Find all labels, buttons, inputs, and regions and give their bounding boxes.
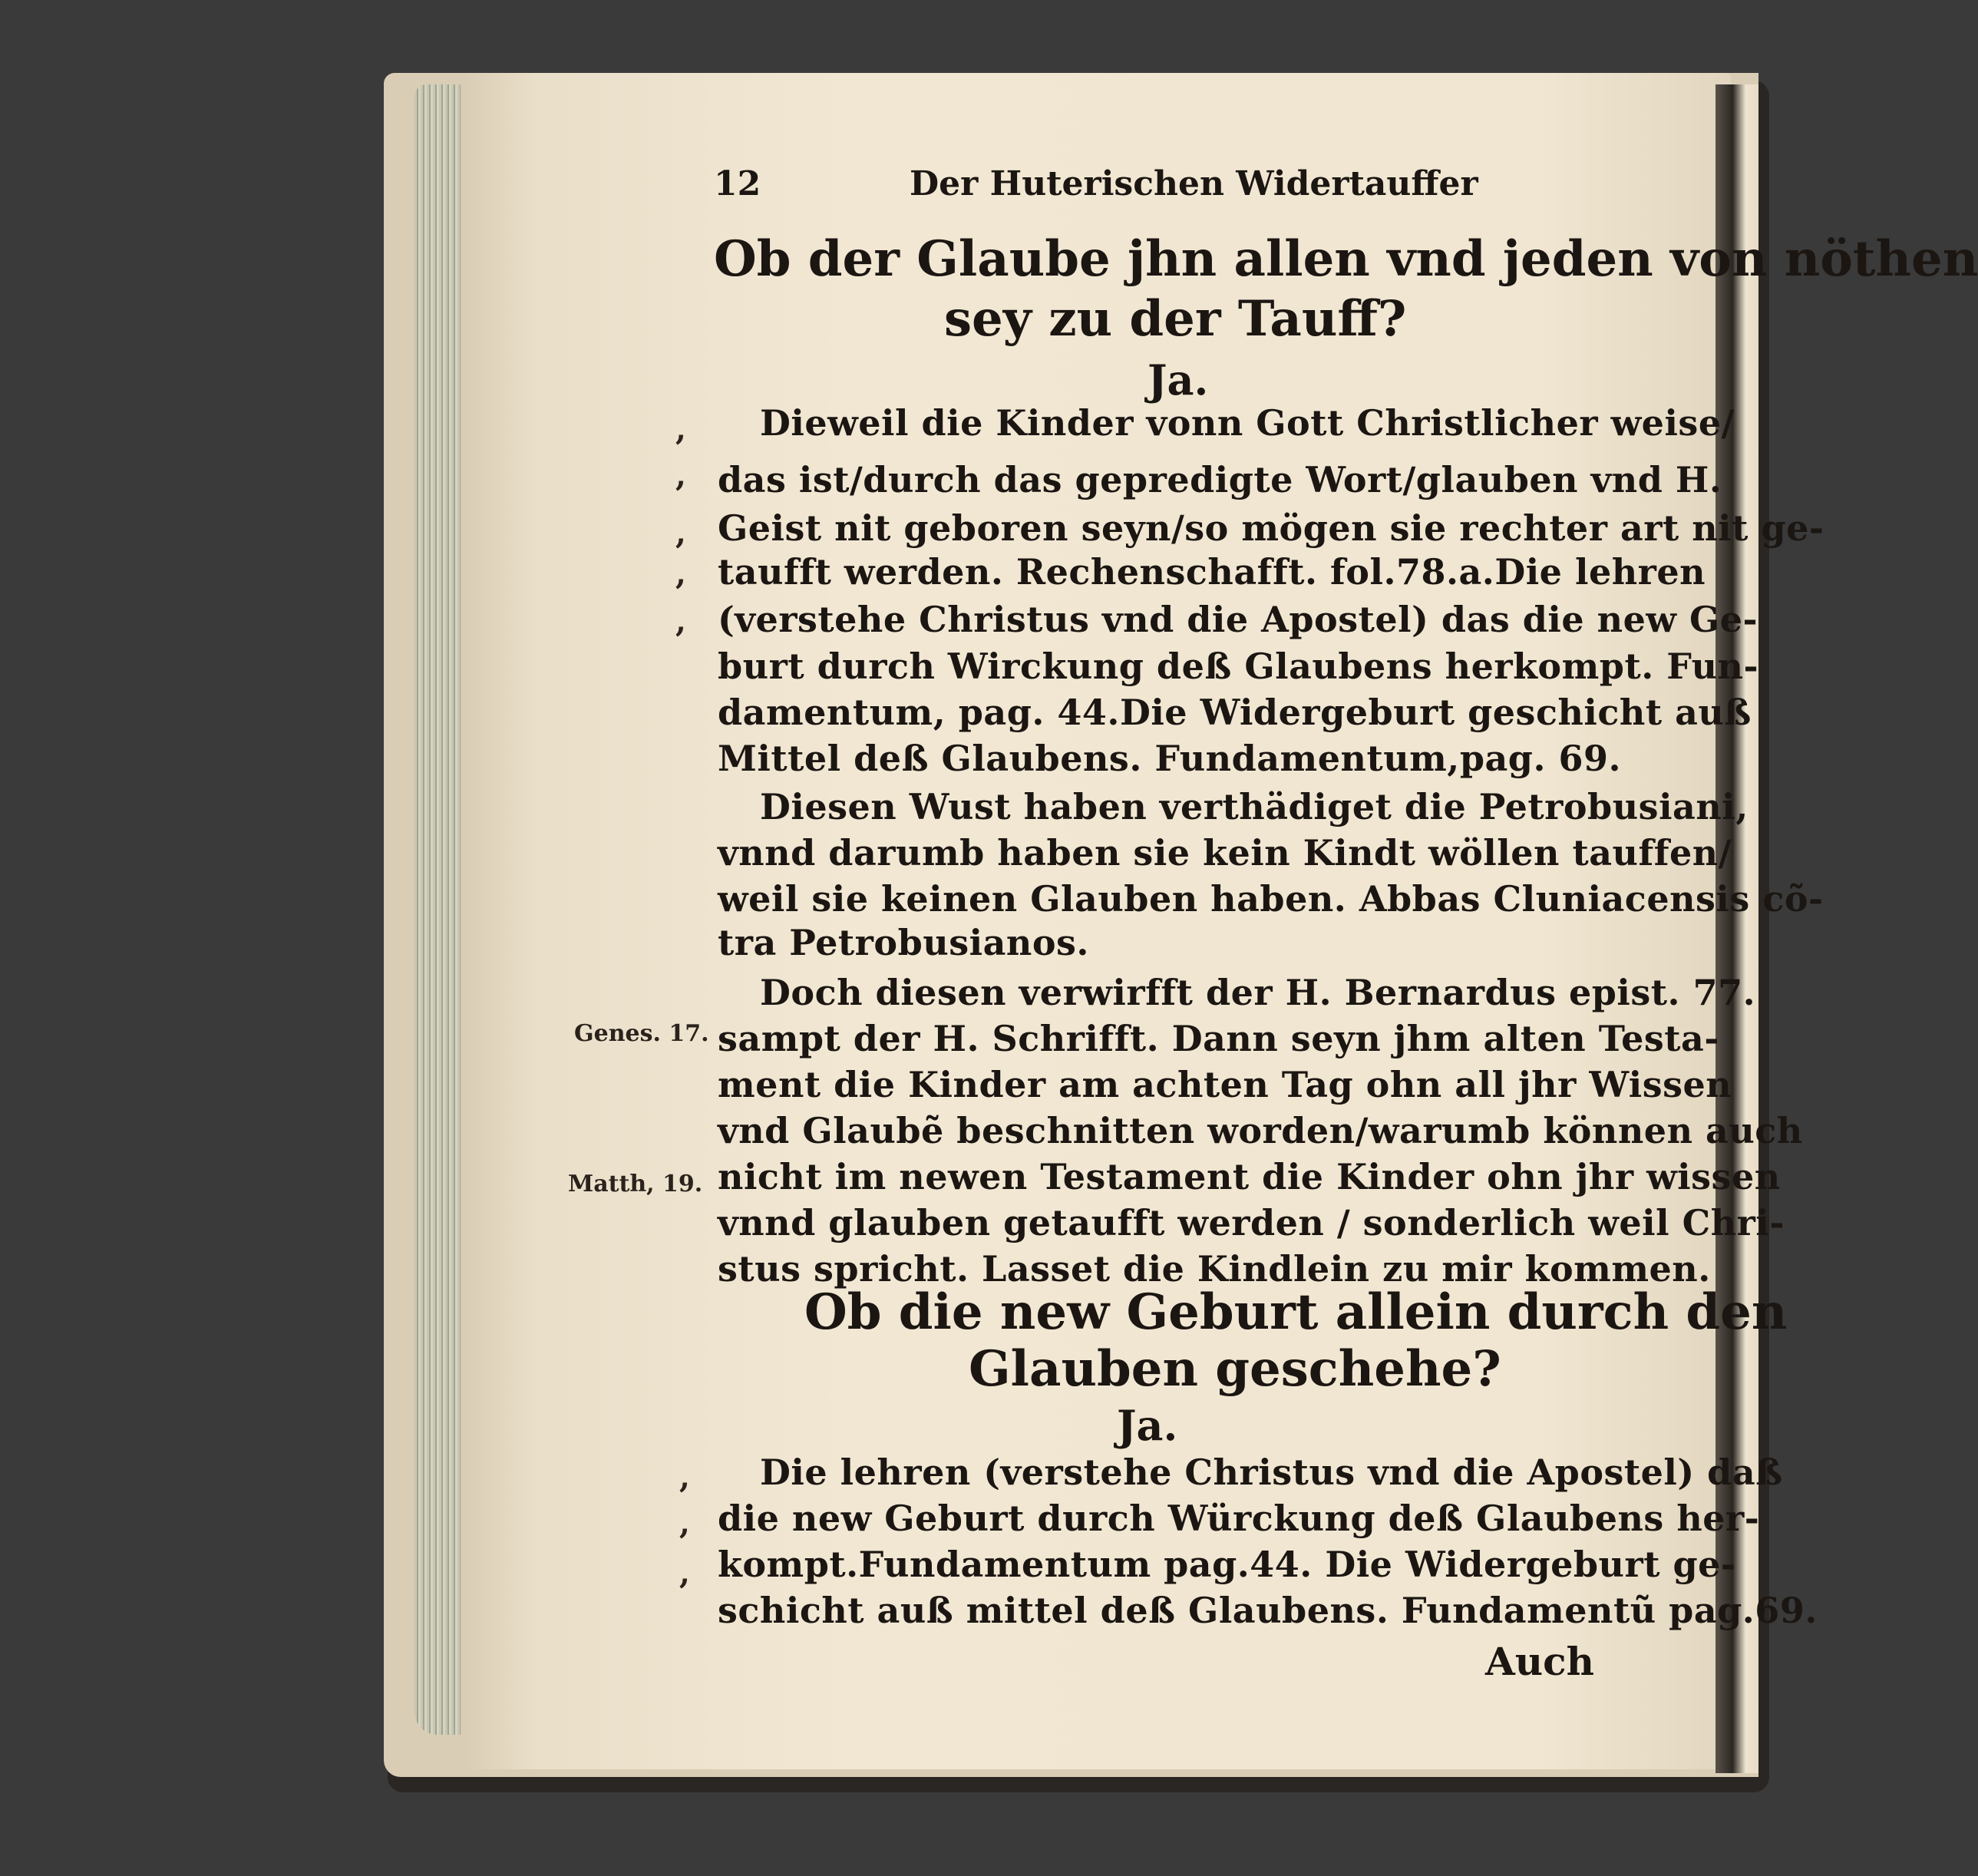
q2-line-2: die new Geburt durch Würckung deß Glaubens her-	[718, 1498, 1760, 1539]
q1-line-17: nicht im newen Testament die Kinder ohn jhr wissen	[718, 1156, 1781, 1197]
q1-line-18: vnnd glauben getaufft werden / sonderlich weil Chri-	[718, 1202, 1785, 1244]
q1-line-4: taufft werden. Rechenschafft. fol.78.a.Die lehren	[718, 551, 1706, 593]
q1-line-11: weil sie keinen Glauben haben. Abbas Cluniacensis cõ-	[718, 878, 1824, 920]
q2-line-3: kompt.Fundamentum pag.44. Die Widergeburt ge-	[718, 1544, 1736, 1585]
quote-mark: ,	[675, 515, 686, 551]
quote-mark: ,	[675, 457, 686, 494]
catchword: Auch	[1485, 1639, 1594, 1684]
q1-line-7: damentum, pag. 44.Die Widergeburt geschicht auß	[718, 692, 1752, 733]
quote-mark: ,	[675, 603, 686, 639]
q1-line-9: Diesen Wust haben verthädiget die Petrobusiani,	[760, 786, 1748, 827]
quote-mark: ,	[679, 1505, 690, 1541]
question-1-title-line-1: Ob der Glaube jhn allen vnd jeden von nöthen	[714, 230, 1978, 288]
q1-line-10: vnnd darumb haben sie kein Kindt wöllen tauffen/	[718, 832, 1732, 874]
q1-line-6: burt durch Wirckung deß Glaubens herkompt. Fun-	[718, 646, 1759, 687]
quote-mark: ,	[679, 1459, 690, 1495]
q1-line-16: vnd Glaubẽ beschnitten worden/warumb können auch	[718, 1110, 1803, 1151]
q1-line-3: Geist nit geboren seyn/so mögen sie rechter art nit ge-	[718, 507, 1824, 549]
q1-line-15: ment die Kinder am achten Tag ohn all jhr Wissen	[718, 1064, 1732, 1105]
margin-note-genesis: Genes. 17.	[574, 1020, 709, 1047]
quote-mark: ,	[679, 1555, 690, 1591]
q1-line-8: Mittel deß Glaubens. Fundamentum,pag. 69.	[718, 738, 1622, 779]
question-2-title-line-1: Ob die new Geburt allein durch den	[804, 1283, 1788, 1341]
q1-line-12: tra Petrobusianos.	[718, 922, 1089, 963]
q1-line-14: sampt der H. Schrifft. Dann seyn jhm alten Testa-	[718, 1018, 1719, 1059]
q1-line-5: (verstehe Christus vnd die Apostel) das die new Ge-	[718, 599, 1758, 640]
question-2-answer: Ja.	[1117, 1401, 1178, 1450]
q1-line-1: Dieweil die Kinder vonn Gott Christlicher weise/	[760, 402, 1735, 444]
q1-line-13: Doch diesen verwirfft der H. Bernardus epist. 77.	[760, 972, 1756, 1013]
page-number: 12	[714, 164, 761, 203]
question-1-title-line-2: sey zu der Tauff?	[944, 290, 1407, 348]
running-head: Der Huterischen Widertauffer	[910, 164, 1478, 203]
margin-note-matthew: Matth, 19.	[568, 1171, 703, 1197]
q2-line-1: Die lehren (verstehe Christus vnd die Apostel) daß	[760, 1452, 1783, 1493]
q2-line-4: schicht auß mittel deß Glaubens. Fundamentũ pag.69.	[718, 1590, 1818, 1631]
question-2-title-line-2: Glauben geschehe?	[969, 1340, 1501, 1398]
question-1-answer: Ja.	[1148, 355, 1209, 405]
q1-line-2: das ist/durch das gepredigte Wort/glauben vnd H.	[718, 459, 1722, 500]
q1-line-19: stus spricht. Lasset die Kindlein zu mir kommen.	[718, 1248, 1711, 1290]
quote-mark: ,	[675, 411, 686, 448]
quote-mark: ,	[675, 556, 686, 592]
